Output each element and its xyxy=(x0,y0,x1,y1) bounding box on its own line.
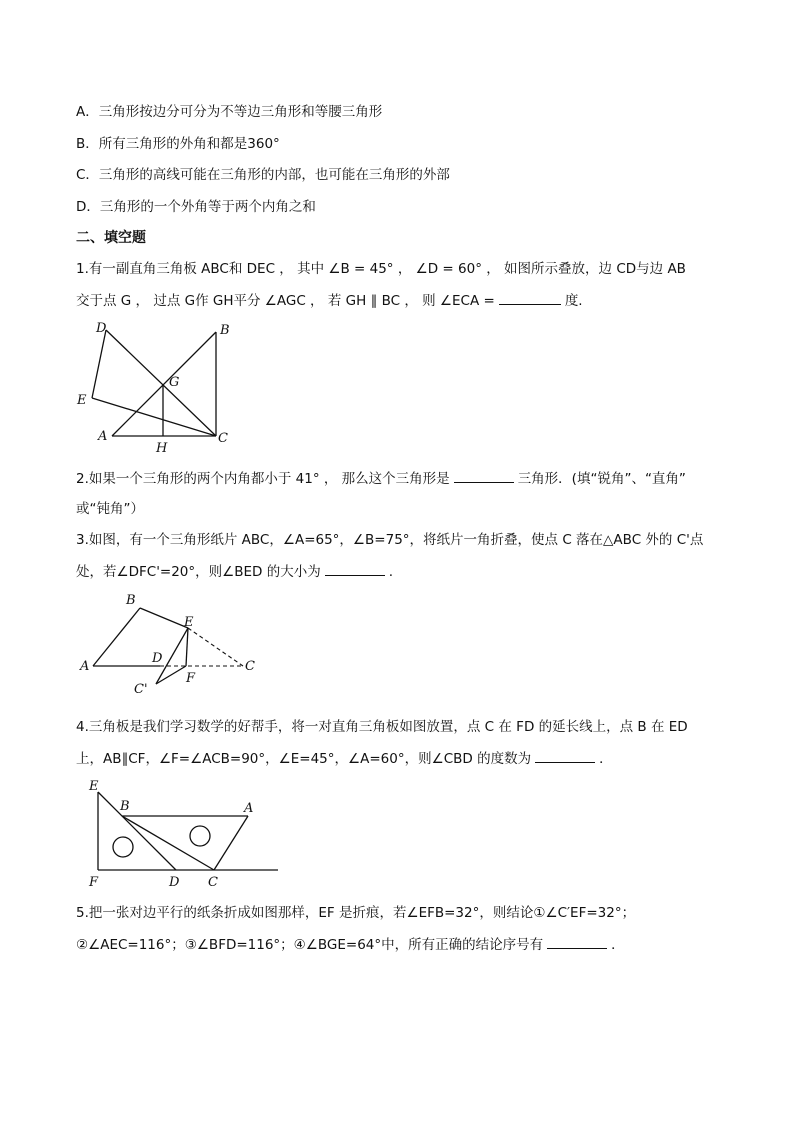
option-b: B．所有三角形的外角和都是360° xyxy=(76,136,280,152)
q3-label-c-prime: C' xyxy=(134,682,148,697)
q1-label-c: C xyxy=(218,431,228,446)
q4-text: 上，AB∥CF，∠F=∠ACB=90°，∠E=45°，∠A=60°，则∠CBD 的度数为 xyxy=(76,751,532,767)
q2-text: 2.如果一个三角形的两个内角都小于 41° ， 那么这个三角形是 xyxy=(76,471,450,487)
q1-label-e: E xyxy=(77,393,87,408)
q3-label-a: A xyxy=(80,659,90,674)
q4-line1: 4.三角板是我们学习数学的好帮手，将一对直角三角板如图放置，点 C 在 FD 的延长线上，点 B 在 ED xyxy=(76,719,688,735)
q1-line1: 1.有一副直角三角板 ABC和 DEC ， 其中 ∠B = 45° ， ∠D = 60° ， 如图所示叠放，边 CD与边 AB xyxy=(76,261,686,277)
q3-figure xyxy=(78,590,268,700)
q1-text: 交于点 G ， 过点 G作 GH平分 ∠AGC ， 若 GH ∥ BC ， 则 ∠ECA = xyxy=(76,293,495,309)
q4-label-e: E xyxy=(89,779,99,794)
q4-text-after: ． xyxy=(599,751,613,767)
q3-label-f: F xyxy=(186,671,196,686)
q1-line2 xyxy=(76,290,583,311)
q3-label-c: C xyxy=(245,659,255,674)
q4-label-d: D xyxy=(169,875,180,890)
q4-figure xyxy=(80,776,280,891)
q3-label-b: B xyxy=(126,593,136,608)
q4-line2 xyxy=(76,748,613,769)
q4-label-a: A xyxy=(244,801,254,816)
q4-label-f: F xyxy=(89,875,99,890)
q2-answer-blank[interactable] xyxy=(454,468,514,483)
q5-line2 xyxy=(76,934,625,955)
q1-answer-blank[interactable] xyxy=(499,290,561,305)
option-d: D．三角形的一个外角等于两个内角之和 xyxy=(76,199,316,215)
q2-text-after: 三角形．(填“锐角”、“直角” xyxy=(517,471,686,487)
q5-text: ②∠AEC=116°；③∠BFD=116°；④∠BGE=64°中，所有正确的结论序号有 xyxy=(76,937,544,953)
q2-line2: 或“钝角”） xyxy=(76,501,144,517)
q1-label-d: D xyxy=(96,321,107,336)
q3-text: 处，若∠DFC'=20°，则∠BED 的大小为 xyxy=(76,564,321,580)
q5-answer-blank[interactable] xyxy=(547,934,607,949)
q2-line1 xyxy=(76,468,686,489)
q4-label-c: C xyxy=(208,875,218,890)
q4-label-b: B xyxy=(120,799,130,814)
q1-label-a: A xyxy=(98,429,108,444)
q1-label-h: H xyxy=(156,441,168,456)
q5-line1: 5.把一张对边平行的纸条折成如图那样，EF 是折痕，若∠EFB=32°，则结论①∠C′EF=32°； xyxy=(76,905,636,921)
section-heading: 二、填空题 xyxy=(76,230,146,246)
q3-label-e: E xyxy=(184,615,194,630)
option-a: A．三角形按边分可分为不等边三角形和等腰三角形 xyxy=(76,104,383,120)
q5-text-after: ． xyxy=(611,937,625,953)
q3-line1: 3.如图，有一个三角形纸片 ABC，∠A=65°，∠B=75°，将纸片一角折叠，使点 C 落在△ABC 外的 C'点 xyxy=(76,532,704,548)
q3-line2 xyxy=(76,561,393,582)
option-c: C．三角形的高线可能在三角形的内部，也可能在三角形的外部 xyxy=(76,167,450,183)
q4-answer-blank[interactable] xyxy=(535,748,595,763)
q3-text-after: . xyxy=(388,564,394,580)
q1-label-b: B xyxy=(220,323,230,338)
q1-figure xyxy=(74,318,244,458)
q1-label-g: G xyxy=(169,375,180,390)
q3-label-d: D xyxy=(152,651,163,666)
q3-answer-blank[interactable] xyxy=(325,561,385,576)
q1-unit: 度. xyxy=(564,293,583,309)
